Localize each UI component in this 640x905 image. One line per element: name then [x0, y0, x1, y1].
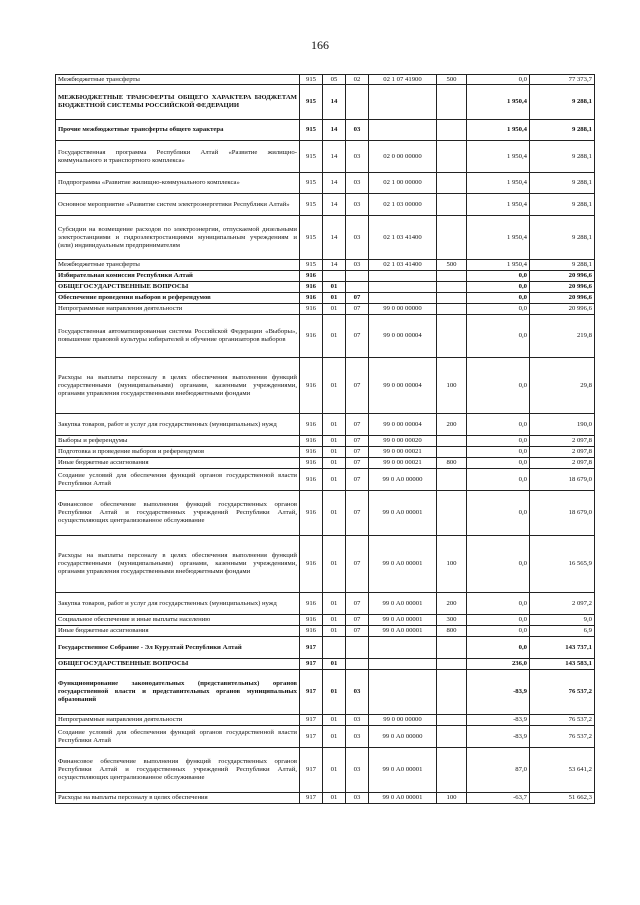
section-cell: 01 [323, 659, 346, 670]
target-article-cell [369, 670, 437, 715]
total-amount-cell: 219,8 [530, 315, 595, 358]
expense-type-cell: 200 [437, 414, 467, 436]
row-name-cell: Государственная автоматизированная система Российской Федерации «Выборы», повышение правовой культуры избирателей и обучение организаторов выборов [56, 315, 300, 358]
section-cell: 01 [323, 436, 346, 447]
change-amount-cell: 0,0 [467, 315, 530, 358]
change-amount-cell: 236,0 [467, 659, 530, 670]
target-article-cell: 99 0 00 00000 [369, 304, 437, 315]
row-name-cell: Иные бюджетные ассигнования [56, 458, 300, 469]
subsection-cell: 03 [346, 173, 369, 194]
section-cell: 14 [323, 141, 346, 173]
change-amount-cell: 0,0 [467, 271, 530, 282]
table-row [56, 491, 595, 536]
row-name-cell: МЕЖБЮДЖЕТНЫЕ ТРАНСФЕРТЫ ОБЩЕГО ХАРАКТЕРА БЮДЖЕТАМ БЮДЖЕТНОЙ СИСТЕМЫ РОССИЙСКОЙ ФЕДЕРАЦИИ [56, 85, 300, 120]
target-article-cell: 99 0 А0 00001 [369, 748, 437, 793]
ved-cell: 916 [300, 469, 323, 491]
ved-cell: 915 [300, 194, 323, 216]
expense-type-cell [437, 670, 467, 715]
subsection-cell: 07 [346, 447, 369, 458]
section-cell: 01 [323, 469, 346, 491]
total-amount-cell: 143 583,1 [530, 659, 595, 670]
ved-cell: 917 [300, 637, 323, 659]
table-row [56, 670, 595, 715]
table-row [56, 726, 595, 748]
row-name-cell: Закупка товаров, работ и услуг для государственных (муниципальных) нужд [56, 593, 300, 615]
expense-type-cell [437, 436, 467, 447]
subsection-cell: 03 [346, 216, 369, 260]
target-article-cell: 99 0 А0 00000 [369, 726, 437, 748]
row-name-cell: Непрограммные направления деятельности [56, 715, 300, 726]
expense-type-cell [437, 715, 467, 726]
total-amount-cell: 9 288,1 [530, 260, 595, 271]
table-row [56, 75, 595, 85]
change-amount-cell: -83,9 [467, 715, 530, 726]
total-amount-cell: 53 641,2 [530, 748, 595, 793]
ved-cell: 916 [300, 414, 323, 436]
expense-type-cell: 800 [437, 626, 467, 637]
target-article-cell: 02 0 00 00000 [369, 141, 437, 173]
section-cell: 01 [323, 593, 346, 615]
subsection-cell: 03 [346, 194, 369, 216]
subsection-cell [346, 282, 369, 293]
section-cell: 01 [323, 715, 346, 726]
ved-cell: 916 [300, 447, 323, 458]
section-cell: 01 [323, 282, 346, 293]
section-cell: 05 [323, 75, 346, 85]
change-amount-cell: 0,0 [467, 536, 530, 593]
ved-cell: 917 [300, 659, 323, 670]
ved-cell: 915 [300, 173, 323, 194]
table-row [56, 216, 595, 260]
subsection-cell: 07 [346, 491, 369, 536]
row-name-cell: Функционирование законодательных (представительных) органов государственной власти и представительных органов муниципальных образований [56, 670, 300, 715]
section-cell: 14 [323, 216, 346, 260]
table-row [56, 536, 595, 593]
total-amount-cell: 18 679,0 [530, 491, 595, 536]
target-article-cell [369, 282, 437, 293]
change-amount-cell: 0,0 [467, 75, 530, 85]
subsection-cell: 03 [346, 670, 369, 715]
table-row [56, 715, 595, 726]
table-row [56, 615, 595, 626]
change-amount-cell: -83,9 [467, 726, 530, 748]
change-amount-cell: 0,0 [467, 593, 530, 615]
total-amount-cell: 9 288,1 [530, 173, 595, 194]
expense-type-cell [437, 120, 467, 141]
change-amount-cell: 87,0 [467, 748, 530, 793]
row-name-cell: Выборы и референдумы [56, 436, 300, 447]
table-row [56, 793, 595, 804]
target-article-cell: 99 0 А0 00001 [369, 626, 437, 637]
row-name-cell: Создание условий для обеспечения функций органов государственной власти Республики Алтай [56, 726, 300, 748]
row-name-cell: Обеспечение проведения выборов и референдумов [56, 293, 300, 304]
table-row [56, 315, 595, 358]
subsection-cell [346, 637, 369, 659]
ved-cell: 916 [300, 615, 323, 626]
change-amount-cell: 0,0 [467, 491, 530, 536]
total-amount-cell: 2 097,2 [530, 593, 595, 615]
page-number: 166 [311, 38, 329, 52]
ved-cell: 915 [300, 120, 323, 141]
row-name-cell: Основное мероприятие «Развитие систем электроэнергетики Республики Алтай» [56, 194, 300, 216]
target-article-cell: 99 0 А0 00000 [369, 469, 437, 491]
section-cell: 01 [323, 726, 346, 748]
change-amount-cell: 0,0 [467, 293, 530, 304]
ved-cell: 917 [300, 715, 323, 726]
row-name-cell: Субсидии на возмещение расходов по электроэнергии, отпускаемой дизельными электростанциями и гидроэлектростанциями муниципальным учреждениям и (или) индивидуальным предпринимателям [56, 216, 300, 260]
change-amount-cell: 0,0 [467, 436, 530, 447]
target-article-cell: 02 1 03 00000 [369, 194, 437, 216]
ved-cell: 916 [300, 282, 323, 293]
total-amount-cell: 29,8 [530, 358, 595, 414]
expense-type-cell: 500 [437, 260, 467, 271]
expense-type-cell: 800 [437, 458, 467, 469]
subsection-cell: 03 [346, 141, 369, 173]
target-article-cell [369, 637, 437, 659]
section-cell: 01 [323, 293, 346, 304]
total-amount-cell: 143 737,1 [530, 637, 595, 659]
expense-type-cell [437, 85, 467, 120]
table-row [56, 293, 595, 304]
target-article-cell: 99 0 00 00021 [369, 458, 437, 469]
subsection-cell: 07 [346, 536, 369, 593]
target-article-cell: 99 0 А0 00001 [369, 536, 437, 593]
row-name-cell: Расходы на выплаты персоналу в целях обеспечения выполнения функций государственными (муниципальными) органами, казенными учреждениями, органами управления государственными внебюджетными фондами [56, 358, 300, 414]
subsection-cell: 07 [346, 414, 369, 436]
table-row [56, 304, 595, 315]
expense-type-cell [437, 282, 467, 293]
section-cell: 14 [323, 85, 346, 120]
target-article-cell: 99 0 00 00004 [369, 414, 437, 436]
subsection-cell: 03 [346, 748, 369, 793]
subsection-cell: 07 [346, 469, 369, 491]
row-name-cell: Государственное Собрание - Эл Курултай Республики Алтай [56, 637, 300, 659]
section-cell: 14 [323, 260, 346, 271]
total-amount-cell: 9 288,1 [530, 216, 595, 260]
table-row [56, 141, 595, 173]
target-article-cell [369, 85, 437, 120]
total-amount-cell: 20 996,6 [530, 271, 595, 282]
ved-cell: 916 [300, 593, 323, 615]
row-name-cell: Расходы на выплаты персоналу в целях обеспечения выполнения функций государственными (муниципальными) органами, казенными учреждениями, органами управления государственными внебюджетными фондами [56, 536, 300, 593]
row-name-cell: Подготовка и проведение выборов и референдумов [56, 447, 300, 458]
total-amount-cell: 77 373,7 [530, 75, 595, 85]
expense-type-cell [437, 469, 467, 491]
section-cell [323, 637, 346, 659]
total-amount-cell: 190,0 [530, 414, 595, 436]
ved-cell: 916 [300, 536, 323, 593]
subsection-cell [346, 271, 369, 282]
row-name-cell: Социальное обеспечение и иные выплаты населению [56, 615, 300, 626]
table-row [56, 260, 595, 271]
row-name-cell: Финансовое обеспечение выполнения функций государственных органов Республики Алтай и государственных учреждений Республики Алтай, осуществляющих централизованное обслуживание [56, 748, 300, 793]
target-article-cell [369, 120, 437, 141]
row-name-cell: Межбюджетные трансферты [56, 75, 300, 85]
table-row [56, 748, 595, 793]
expense-type-cell: 100 [437, 536, 467, 593]
ved-cell: 915 [300, 85, 323, 120]
change-amount-cell: 1 950,4 [467, 260, 530, 271]
change-amount-cell: 0,0 [467, 282, 530, 293]
subsection-cell: 07 [346, 358, 369, 414]
table-row [56, 593, 595, 615]
section-cell: 01 [323, 304, 346, 315]
table-row [56, 120, 595, 141]
change-amount-cell: 1 950,4 [467, 120, 530, 141]
change-amount-cell: 0,0 [467, 626, 530, 637]
ved-cell: 916 [300, 491, 323, 536]
total-amount-cell: 9 288,1 [530, 141, 595, 173]
ved-cell: 915 [300, 216, 323, 260]
change-amount-cell: 1 950,4 [467, 141, 530, 173]
total-amount-cell: 20 996,6 [530, 304, 595, 315]
section-cell: 14 [323, 120, 346, 141]
change-amount-cell: 0,0 [467, 447, 530, 458]
target-article-cell: 99 0 А0 00001 [369, 793, 437, 804]
section-cell: 01 [323, 447, 346, 458]
section-cell: 01 [323, 536, 346, 593]
row-name-cell: Создание условий для обеспечения функций органов государственной власти Республики Алтай [56, 469, 300, 491]
total-amount-cell: 16 565,9 [530, 536, 595, 593]
row-name-cell: Избирательная комиссия Республики Алтай [56, 271, 300, 282]
total-amount-cell: 76 537,2 [530, 670, 595, 715]
change-amount-cell: 0,0 [467, 615, 530, 626]
ved-cell: 916 [300, 436, 323, 447]
total-amount-cell: 2 097,8 [530, 447, 595, 458]
subsection-cell: 07 [346, 304, 369, 315]
section-cell: 01 [323, 358, 346, 414]
subsection-cell: 07 [346, 315, 369, 358]
subsection-cell: 07 [346, 615, 369, 626]
change-amount-cell: 0,0 [467, 637, 530, 659]
change-amount-cell: 1 950,4 [467, 216, 530, 260]
ved-cell: 917 [300, 726, 323, 748]
expense-type-cell [437, 304, 467, 315]
expense-type-cell: 200 [437, 593, 467, 615]
subsection-cell: 07 [346, 593, 369, 615]
target-article-cell: 99 0 00 00004 [369, 315, 437, 358]
expense-type-cell [437, 315, 467, 358]
ved-cell: 916 [300, 271, 323, 282]
target-article-cell [369, 271, 437, 282]
target-article-cell: 99 0 А0 00001 [369, 491, 437, 536]
subsection-cell: 03 [346, 120, 369, 141]
target-article-cell: 99 0 00 00021 [369, 447, 437, 458]
row-name-cell: Подпрограмма «Развитие жилищно-коммунального комплекса» [56, 173, 300, 194]
expense-type-cell [437, 271, 467, 282]
target-article-cell [369, 293, 437, 304]
row-name-cell: Непрограммные направления деятельности [56, 304, 300, 315]
table-row [56, 194, 595, 216]
subsection-cell: 03 [346, 715, 369, 726]
expense-type-cell: 300 [437, 615, 467, 626]
change-amount-cell: 1 950,4 [467, 85, 530, 120]
row-name-cell: Расходы на выплаты персоналу в целях обеспечения [56, 793, 300, 804]
section-cell [323, 271, 346, 282]
section-cell: 01 [323, 414, 346, 436]
target-article-cell: 02 1 00 00000 [369, 173, 437, 194]
change-amount-cell: 0,0 [467, 469, 530, 491]
section-cell: 01 [323, 491, 346, 536]
expense-type-cell: 100 [437, 793, 467, 804]
expense-type-cell [437, 637, 467, 659]
table-row [56, 282, 595, 293]
target-article-cell: 02 1 07 41900 [369, 75, 437, 85]
section-cell: 01 [323, 793, 346, 804]
total-amount-cell: 51 662,3 [530, 793, 595, 804]
target-article-cell: 99 0 00 00000 [369, 715, 437, 726]
expense-type-cell [437, 491, 467, 536]
subsection-cell: 07 [346, 458, 369, 469]
expense-type-cell [437, 293, 467, 304]
expense-type-cell [437, 659, 467, 670]
change-amount-cell: 0,0 [467, 358, 530, 414]
target-article-cell: 99 0 А0 00001 [369, 615, 437, 626]
subsection-cell [346, 85, 369, 120]
target-article-cell: 99 0 А0 00001 [369, 593, 437, 615]
ved-cell: 916 [300, 304, 323, 315]
expense-type-cell: 100 [437, 358, 467, 414]
section-cell: 01 [323, 670, 346, 715]
change-amount-cell: 0,0 [467, 304, 530, 315]
section-cell: 01 [323, 748, 346, 793]
ved-cell: 917 [300, 793, 323, 804]
section-cell: 01 [323, 458, 346, 469]
expense-type-cell [437, 173, 467, 194]
change-amount-cell: -83,9 [467, 670, 530, 715]
expense-type-cell [437, 748, 467, 793]
total-amount-cell: 9 288,1 [530, 120, 595, 141]
total-amount-cell: 76 537,2 [530, 726, 595, 748]
table-row [56, 358, 595, 414]
subsection-cell [346, 659, 369, 670]
ved-cell: 915 [300, 141, 323, 173]
ved-cell: 915 [300, 75, 323, 85]
section-cell: 01 [323, 315, 346, 358]
budget-table [55, 74, 595, 804]
section-cell: 01 [323, 615, 346, 626]
row-name-cell: Государственная программа Республики Алтай «Развитие жилищно-коммунального и транспортного комплекса» [56, 141, 300, 173]
section-cell: 14 [323, 173, 346, 194]
subsection-cell: 03 [346, 726, 369, 748]
section-cell: 01 [323, 626, 346, 637]
ved-cell: 917 [300, 670, 323, 715]
table-row [56, 173, 595, 194]
table-row [56, 271, 595, 282]
table-row [56, 447, 595, 458]
target-article-cell: 99 0 00 00020 [369, 436, 437, 447]
subsection-cell: 07 [346, 436, 369, 447]
row-name-cell: Закупка товаров, работ и услуг для государственных (муниципальных) нужд [56, 414, 300, 436]
section-cell: 14 [323, 194, 346, 216]
row-name-cell: ОБЩЕГОСУДАРСТВЕННЫЕ ВОПРОСЫ [56, 282, 300, 293]
row-name-cell: Финансовое обеспечение выполнения функций государственных органов Республики Алтай и государственных учреждений Республики Алтай, осуществляющих централизованное обслуживание [56, 491, 300, 536]
table-row [56, 458, 595, 469]
ved-cell: 916 [300, 626, 323, 637]
ved-cell: 917 [300, 748, 323, 793]
total-amount-cell: 20 996,6 [530, 282, 595, 293]
table-row [56, 637, 595, 659]
expense-type-cell: 500 [437, 75, 467, 85]
expense-type-cell [437, 216, 467, 260]
expense-type-cell [437, 447, 467, 458]
ved-cell: 916 [300, 315, 323, 358]
table-row [56, 414, 595, 436]
subsection-cell: 07 [346, 626, 369, 637]
subsection-cell: 07 [346, 293, 369, 304]
total-amount-cell: 20 996,6 [530, 293, 595, 304]
total-amount-cell: 2 097,8 [530, 436, 595, 447]
ved-cell: 916 [300, 293, 323, 304]
change-amount-cell: -63,7 [467, 793, 530, 804]
row-name-cell: Межбюджетные трансферты [56, 260, 300, 271]
subsection-cell: 03 [346, 260, 369, 271]
table-row [56, 626, 595, 637]
change-amount-cell: 0,0 [467, 458, 530, 469]
table-row [56, 469, 595, 491]
total-amount-cell: 76 537,2 [530, 715, 595, 726]
row-name-cell: Прочие межбюджетные трансферты общего характера [56, 120, 300, 141]
target-article-cell: 02 1 03 41400 [369, 216, 437, 260]
ved-cell: 916 [300, 458, 323, 469]
table-row [56, 659, 595, 670]
change-amount-cell: 1 950,4 [467, 194, 530, 216]
table-row [56, 85, 595, 120]
change-amount-cell: 0,0 [467, 414, 530, 436]
change-amount-cell: 1 950,4 [467, 173, 530, 194]
table-row [56, 436, 595, 447]
total-amount-cell: 9,0 [530, 615, 595, 626]
ved-cell: 916 [300, 358, 323, 414]
total-amount-cell: 9 288,1 [530, 194, 595, 216]
row-name-cell: ОБЩЕГОСУДАРСТВЕННЫЕ ВОПРОСЫ [56, 659, 300, 670]
row-name-cell: Иные бюджетные ассигнования [56, 626, 300, 637]
total-amount-cell: 2 097,8 [530, 458, 595, 469]
target-article-cell [369, 659, 437, 670]
subsection-cell: 03 [346, 793, 369, 804]
total-amount-cell: 18 679,0 [530, 469, 595, 491]
total-amount-cell: 6,9 [530, 626, 595, 637]
target-article-cell: 99 0 00 00004 [369, 358, 437, 414]
expense-type-cell [437, 194, 467, 216]
ved-cell: 915 [300, 260, 323, 271]
total-amount-cell: 9 288,1 [530, 85, 595, 120]
target-article-cell: 02 1 03 41400 [369, 260, 437, 271]
subsection-cell: 02 [346, 75, 369, 85]
expense-type-cell [437, 141, 467, 173]
expense-type-cell [437, 726, 467, 748]
